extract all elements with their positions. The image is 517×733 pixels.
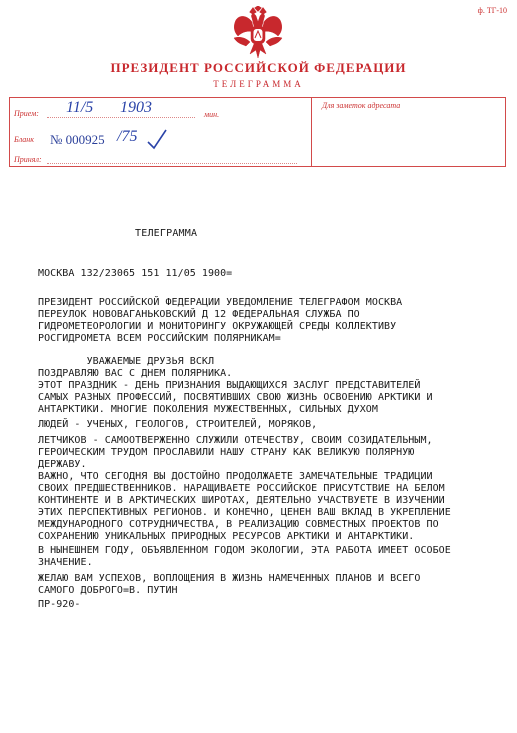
notes-label: Для заметок адресата — [322, 101, 401, 110]
body-line: АНТАРКТИКИ. МНОГИЕ ПОКОЛЕНИЯ МУЖЕСТВЕННЫХ, СИЛЬНЫХ ДУХОМ — [38, 404, 378, 415]
body-line: ЛЮДЕЙ - УЧЕНЫХ, ГЕОЛОГОВ, СТРОИТЕЛЕЙ, МОРЯКОВ, — [38, 419, 318, 430]
accepted-line — [47, 163, 297, 164]
body-line: ЭТИХ ПЕРСПЕКТИВНЫХ РЕГИОНОВ. И КОНЕЧНО, ЦЕНЕН ВАШ ВКЛАД В УКРЕПЛЕНИЕ — [38, 507, 451, 518]
body-line: УВАЖАЕМЫЕ ДРУЗЬЯ ВСКЛ — [38, 356, 215, 367]
received-line — [47, 117, 195, 118]
address-line: РОСГИДРОМЕТА ВСЕМ РОССИЙСКИМ ПОЛЯРНИКАМ= — [38, 333, 281, 344]
telegram-heading: ТЕЛЕГРАММА — [135, 228, 198, 239]
double-headed-eagle-emblem-icon — [230, 6, 286, 60]
body-line: ВАЖНО, ЧТО СЕГОДНЯ ВЫ ДОСТОЙНО ПРОДОЛЖАЕТЕ ЗАМЕЧАТЕЛЬНЫЕ ТРАДИЦИИ — [38, 471, 433, 482]
body-line: КОНТИНЕНТЕ И В АРКТИЧЕСКИХ ШИРОТАХ, ДЕЯТЕЛЬНО УЧАСТВУЕТЕ В ИЗУЧЕНИИ — [38, 495, 445, 506]
body-line: ЗНАЧЕНИЕ. — [38, 557, 93, 568]
blank-number: № 000925 — [50, 132, 105, 147]
body-line: ЖЕЛАЮ ВАМ УСПЕХОВ, ВОПЛОЩЕНИЯ В ЖИЗНЬ НАМЕЧЕННЫХ ПЛАНОВ И ВСЕГО — [38, 573, 421, 584]
body-line: ДЕРЖАВУ. — [38, 459, 87, 470]
body-line: В НЫНЕШНЕМ ГОДУ, ОБЪЯВЛЕННОМ ГОДОМ ЭКОЛОГИИ, ЭТА РАБОТА ИМЕЕТ ОСОБОЕ — [38, 545, 451, 556]
received-time-handwritten: 1903 — [120, 99, 152, 116]
body-line: ГЕРОИЧЕСКИМ ТРУДОМ ПРОСЛАВИЛИ НАШУ СТРАНУ КАК ВЕЛИКУЮ ПОЛЯРНУЮ — [38, 447, 415, 458]
header-title: ПРЕЗИДЕНТ РОССИЙСКОЙ ФЕДЕРАЦИИ — [110, 60, 407, 75]
received-date-handwritten: 11/5 — [66, 99, 94, 116]
body-line: ПР-920- — [38, 599, 81, 610]
check-mark-icon — [146, 128, 168, 150]
body-line: САМЫХ РАЗНЫХ ПРОФЕССИЙ, ПОСВЯТИВШИХ СВОЮ ЖИЗНЬ ОСВОЕНИЮ АРКТИКИ И — [38, 392, 433, 403]
address-line: ГИДРОМЕТЕОРОЛОГИИ И МОНИТОРИНГУ ОКРУЖАЮЩЕЙ СРЕДЫ КОЛЛЕКТИВУ — [38, 321, 397, 332]
body-line: ЛЕТЧИКОВ - САМООТВЕРЖЕННО СЛУЖИЛИ ОТЕЧЕСТВУ, СВОИМ СОЗИДАТЕЛЬНЫМ, — [38, 435, 433, 446]
body-line: ЭТОТ ПРАЗДНИК - ДЕНЬ ПРИЗНАНИЯ ВЫДАЮЩИХСЯ ЗАСЛУГ ПРЕДСТАВИТЕЛЕЙ — [38, 380, 421, 391]
min-label: мин. — [204, 110, 220, 119]
receipt-divider — [311, 98, 312, 166]
header-subtitle: ТЕЛЕГРАММА — [213, 79, 304, 89]
address-line: ПРЕЗИДЕНТ РОССИЙСКОЙ ФЕДЕРАЦИИ УВЕДОМЛЕНИЕ ТЕЛЕГРАФОМ МОСКВА — [38, 297, 403, 308]
routing-line: МОСКВА 132/23065 151 11/05 1900= — [38, 268, 233, 279]
accepted-label: Принял: — [14, 155, 42, 164]
body-line: ПОЗДРАВЛЯЮ ВАС С ДНЕМ ПОЛЯРНИКА. — [38, 368, 233, 379]
blank-label: Бланк — [14, 135, 35, 144]
body-line: СВОИХ ПРЕДШЕСТВЕННИКОВ. НАРАЩИВАЕТЕ РОССИЙСКОЕ ПРИСУТСТВИЕ НА БЕЛОМ — [38, 483, 445, 494]
received-label: Прием: — [14, 109, 39, 118]
body-line: СОХРАНЕНИЮ УНИКАЛЬНЫХ ПРИРОДНЫХ РЕСУРСОВ АРКТИКИ И АНТАРКТИКИ. — [38, 531, 415, 542]
body-line: САМОГО ДОБРОГО=В. ПУТИН — [38, 585, 178, 596]
body-line: МЕЖДУНАРОДНОГО СОТРУДНИЧЕСТВА, В РЕАЛИЗАЦИЮ СОВМЕСТНЫХ ПРОЕКТОВ ПО — [38, 519, 439, 530]
address-line: ПЕРЕУЛОК НОВОВАГАНЬКОВСКИЙ Д 12 ФЕДЕРАЛЬНАЯ СЛУЖБА ПО — [38, 309, 360, 320]
blank-suffix-handwritten: /75 — [117, 128, 138, 145]
form-code: ф. ТГ-10 — [477, 6, 507, 15]
